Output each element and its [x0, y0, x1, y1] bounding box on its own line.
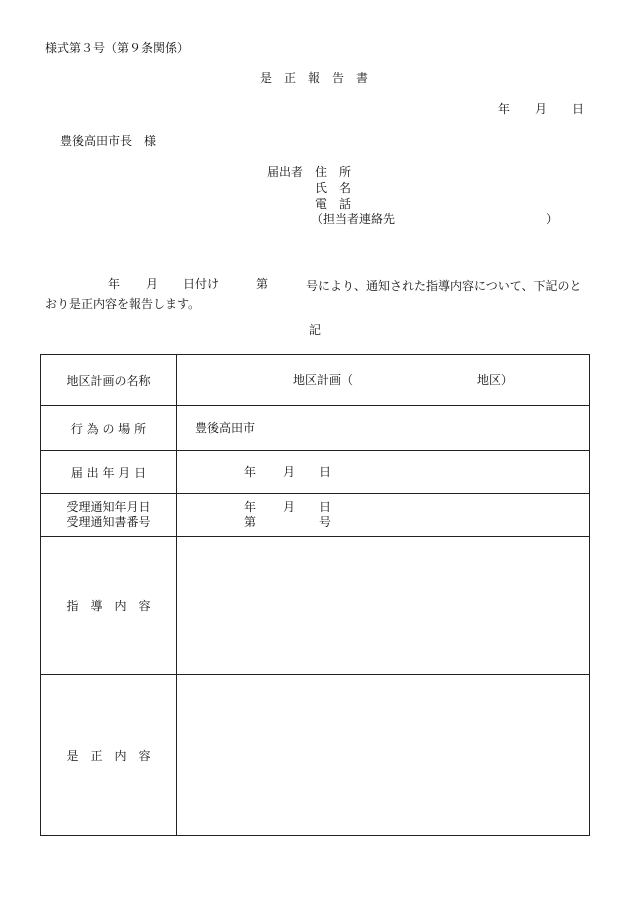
receipt-go: 号: [319, 515, 332, 529]
table-row: [41, 451, 590, 494]
table-row: [41, 494, 590, 537]
document-title: 是 正 報 告 書: [260, 71, 369, 85]
body-month: 月: [146, 277, 159, 291]
table-row: [41, 355, 590, 406]
report-table: [40, 354, 590, 836]
body-no: 第: [256, 277, 269, 291]
label-receipt-date: 受理通知年月日: [66, 500, 151, 514]
ki-heading: 記: [309, 323, 322, 337]
submitter-contact-close: ）: [546, 212, 559, 226]
label-correction-content: 是 正 内 容: [41, 675, 177, 836]
table-row: [41, 675, 590, 836]
label-receipt-notice: [41, 494, 177, 537]
submitter-phone: 電 話: [315, 197, 352, 211]
submitter-label: 届出者: [267, 165, 304, 179]
label-guidance-content: 指 導 内 容: [41, 537, 177, 675]
receipt-day: 日: [319, 500, 332, 514]
submitter-address: 住 所: [315, 165, 352, 179]
receipt-month: 月: [283, 500, 296, 514]
label-submission-date: 届 出 年 月 日: [41, 451, 177, 494]
form-number: 様式第３号（第９条関係）: [45, 41, 190, 55]
value-correction-content[interactable]: [177, 675, 590, 836]
submitter-name: 氏 名: [315, 181, 352, 195]
addressee: 豊後高田市長 様: [60, 134, 157, 148]
value-submission-date[interactable]: [177, 451, 590, 494]
label-receipt-number: 受理通知書番号: [66, 515, 151, 529]
label-district-plan-name: 地区計画の名称: [41, 355, 177, 406]
body-year: 年: [108, 277, 121, 291]
body-text: 号により、通知された指導内容について、下記のとおり是正内容を報告します。: [45, 279, 582, 311]
value-action-location[interactable]: [177, 406, 590, 451]
action-location-text: 豊後高田市: [195, 421, 256, 435]
value-district-plan-name[interactable]: [177, 355, 590, 406]
receipt-no: 第: [244, 515, 257, 529]
value-guidance-content[interactable]: [177, 537, 590, 675]
label-action-location: 行 為 の 場 所: [41, 406, 177, 451]
date-day: 日: [572, 102, 585, 116]
date-year: 年: [498, 102, 511, 116]
value-receipt-notice[interactable]: [177, 494, 590, 537]
district-plan-suffix: 地区）: [477, 373, 514, 387]
receipt-year: 年: [244, 500, 257, 514]
submission-year: 年: [244, 465, 257, 479]
submitter-contact: （担当者連絡先: [311, 212, 396, 226]
submission-day: 日: [319, 465, 332, 479]
date-month: 月: [535, 102, 548, 116]
body-day-dated: 日付け: [183, 277, 220, 291]
table-row: [41, 537, 590, 675]
table-row: [41, 406, 590, 451]
submission-month: 月: [283, 465, 296, 479]
district-plan-prefix: 地区計画（: [293, 373, 354, 387]
